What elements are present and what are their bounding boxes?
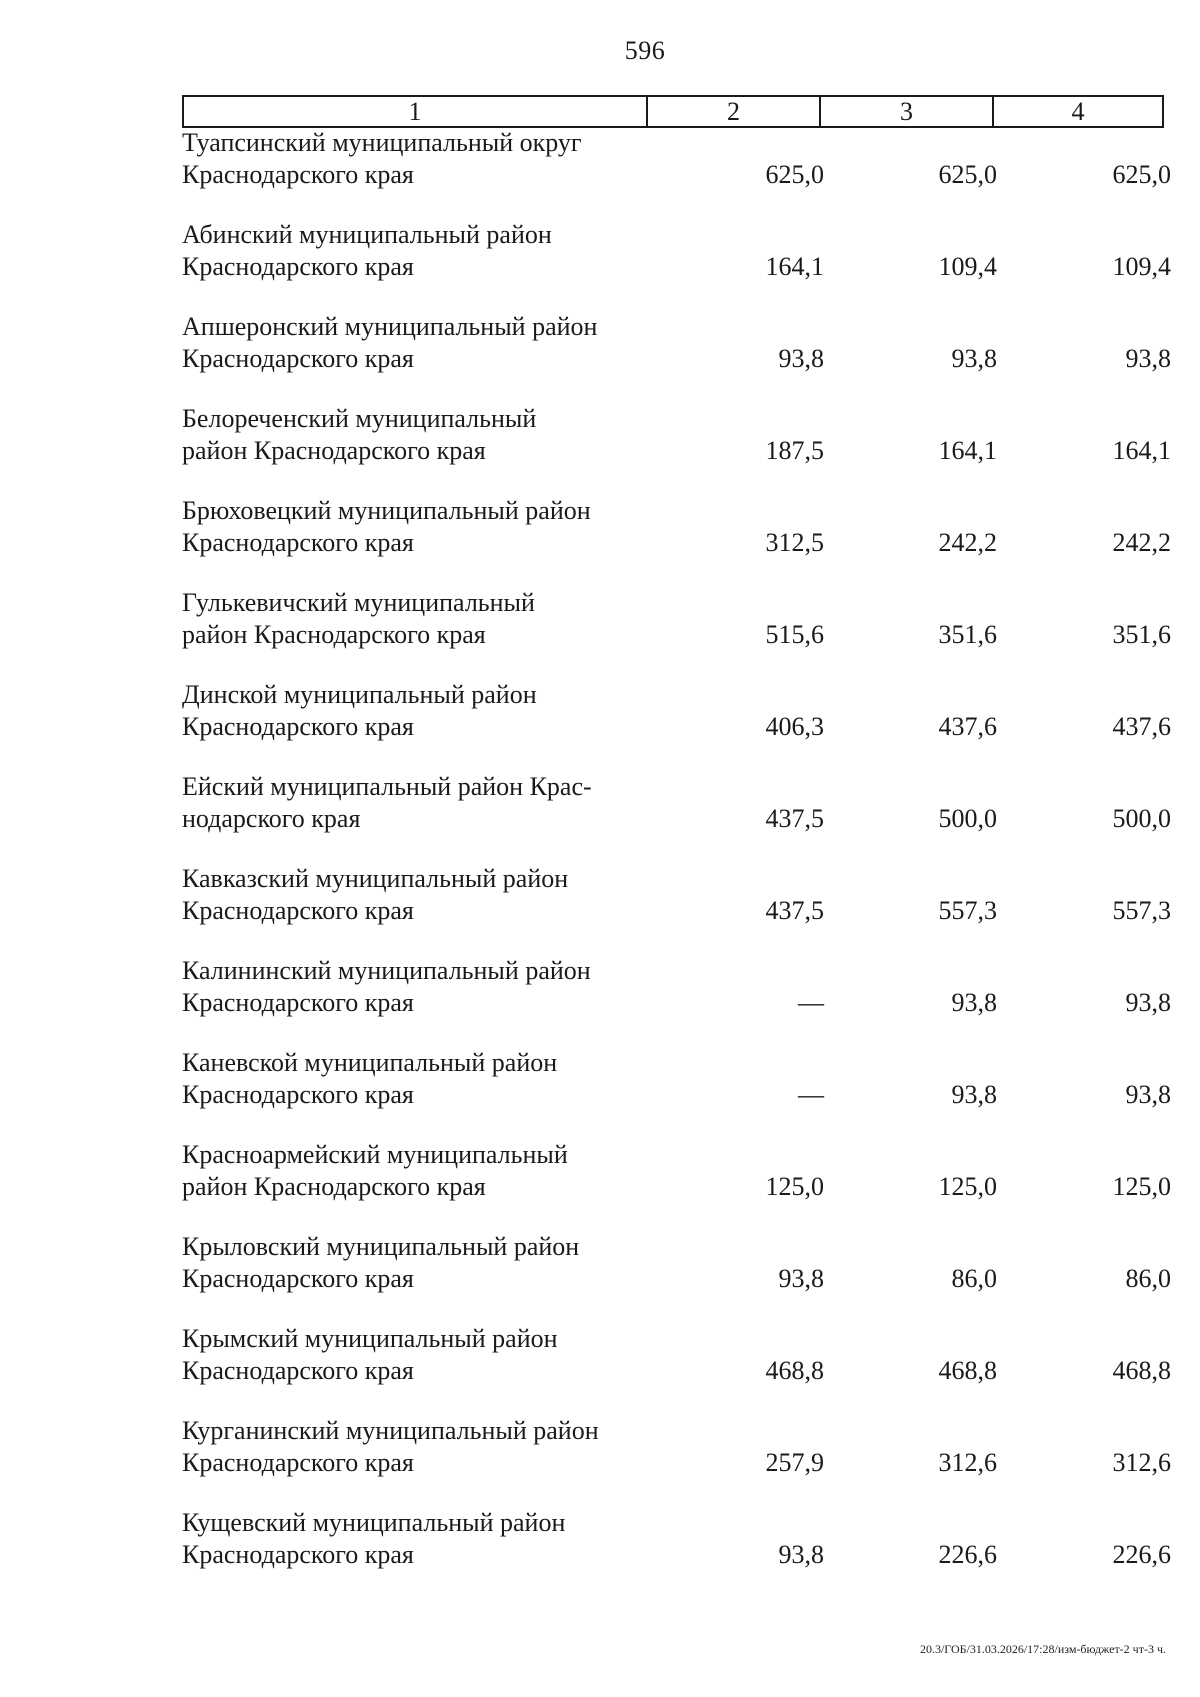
value-column-2: 437,5	[765, 804, 824, 833]
table-row	[182, 127, 1171, 219]
table-row	[182, 1415, 1171, 1507]
table-row	[182, 1139, 1171, 1231]
value-column-4: 351,6	[1112, 620, 1171, 649]
column-number-header	[182, 95, 1164, 128]
table-row	[182, 1047, 1171, 1139]
municipality-name: Крыловский муниципальный район Краснодарского края	[182, 1232, 580, 1293]
value-column-2: 93,8	[778, 1540, 824, 1569]
value-column-3: 93,8	[951, 988, 997, 1017]
municipality-name: Кущевский муниципальный район Краснодарского края	[182, 1508, 566, 1569]
municipality-name: Ейский муниципальный район Крас- нодарского края	[182, 772, 592, 833]
value-column-3: 242,2	[938, 528, 997, 557]
value-column-2: 515,6	[765, 620, 824, 649]
document-footer-code: 20.3/ГОБ/31.03.2026/17:28/изм-бюджет-2 чт-3 ч.	[919, 1642, 1166, 1656]
value-column-4: 164,1	[1112, 436, 1171, 465]
value-column-3: 557,3	[938, 896, 997, 925]
municipality-name: Брюховецкий муниципальный район Краснодарского края	[182, 496, 591, 557]
value-column-3: 226,6	[938, 1540, 997, 1569]
column-header-3: 3	[821, 97, 994, 126]
table-row	[182, 1323, 1171, 1415]
municipality-name: Курганинский муниципальный район Краснодарского края	[182, 1416, 599, 1477]
municipality-name: Туапсинский муниципальный округ Краснодарского края	[182, 128, 582, 189]
value-column-3: 351,6	[938, 620, 997, 649]
column-header-2: 2	[648, 97, 821, 126]
municipality-name: Динской муниципальный район Краснодарского края	[182, 680, 537, 741]
page-number: 596	[624, 36, 666, 65]
value-column-4: 109,4	[1112, 252, 1171, 281]
value-column-4: 312,6	[1112, 1448, 1171, 1477]
value-column-4: 500,0	[1112, 804, 1171, 833]
value-column-3: 437,6	[938, 712, 997, 741]
municipality-name: Апшеронский муниципальный район Краснодарского края	[182, 312, 598, 373]
value-column-3: 93,8	[951, 344, 997, 373]
value-column-3: 625,0	[938, 160, 997, 189]
table-row	[182, 587, 1171, 679]
column-header-4: 4	[1071, 97, 1085, 126]
value-column-2: 93,8	[778, 344, 824, 373]
municipality-name: Гулькевичский муниципальный район Краснодарского края	[182, 588, 535, 649]
value-column-4: 125,0	[1112, 1172, 1171, 1201]
table-row	[182, 219, 1171, 311]
value-column-4: 93,8	[1125, 988, 1171, 1017]
table-row	[182, 955, 1171, 1047]
value-column-3: 109,4	[938, 252, 997, 281]
value-column-3: 93,8	[951, 1080, 997, 1109]
municipality-name: Белореченский муниципальный район Краснодарского края	[182, 404, 537, 465]
value-column-3: 500,0	[938, 804, 997, 833]
column-header-1: 1	[184, 97, 648, 126]
value-column-2: —	[798, 1080, 824, 1109]
value-column-3: 468,8	[938, 1356, 997, 1385]
municipality-table	[182, 127, 1171, 1599]
value-column-3: 125,0	[938, 1172, 997, 1201]
table-row	[182, 1231, 1171, 1323]
value-column-4: 93,8	[1125, 344, 1171, 373]
value-column-3: 86,0	[951, 1264, 997, 1293]
value-column-3: 312,6	[938, 1448, 997, 1477]
value-column-4: 93,8	[1125, 1080, 1171, 1109]
table-row	[182, 679, 1171, 771]
value-column-4: 468,8	[1112, 1356, 1171, 1385]
table-row	[182, 495, 1171, 587]
table-row	[182, 1507, 1171, 1599]
value-column-2: 125,0	[765, 1172, 824, 1201]
value-column-2: 437,5	[765, 896, 824, 925]
municipality-name: Абинский муниципальный район Краснодарского края	[182, 220, 552, 281]
value-column-2: 406,3	[765, 712, 824, 741]
value-column-4: 242,2	[1112, 528, 1171, 557]
municipality-name: Кавказский муниципальный район Краснодарского края	[182, 864, 569, 925]
value-column-2: 187,5	[765, 436, 824, 465]
value-column-2: 625,0	[765, 160, 824, 189]
value-column-2: 468,8	[765, 1356, 824, 1385]
municipality-name: Калининский муниципальный район Краснодарского края	[182, 956, 591, 1017]
municipality-name: Крымский муниципальный район Краснодарского края	[182, 1324, 558, 1385]
municipality-name: Каневской муниципальный район Краснодарского края	[182, 1048, 558, 1109]
table-row	[182, 403, 1171, 495]
value-column-4: 557,3	[1112, 896, 1171, 925]
value-column-2: 257,9	[765, 1448, 824, 1477]
municipality-name: Красноармейский муниципальный район Краснодарского края	[182, 1140, 568, 1201]
table-row	[182, 863, 1171, 955]
value-column-2: 93,8	[778, 1264, 824, 1293]
value-column-2: 312,5	[765, 528, 824, 557]
value-column-4: 437,6	[1112, 712, 1171, 741]
table-row	[182, 771, 1171, 863]
value-column-3: 164,1	[938, 436, 997, 465]
value-column-4: 625,0	[1112, 160, 1171, 189]
table-row	[182, 311, 1171, 403]
value-column-2: —	[798, 988, 824, 1017]
value-column-2: 164,1	[765, 252, 824, 281]
value-column-4: 226,6	[1112, 1540, 1171, 1569]
value-column-4: 86,0	[1125, 1264, 1171, 1293]
